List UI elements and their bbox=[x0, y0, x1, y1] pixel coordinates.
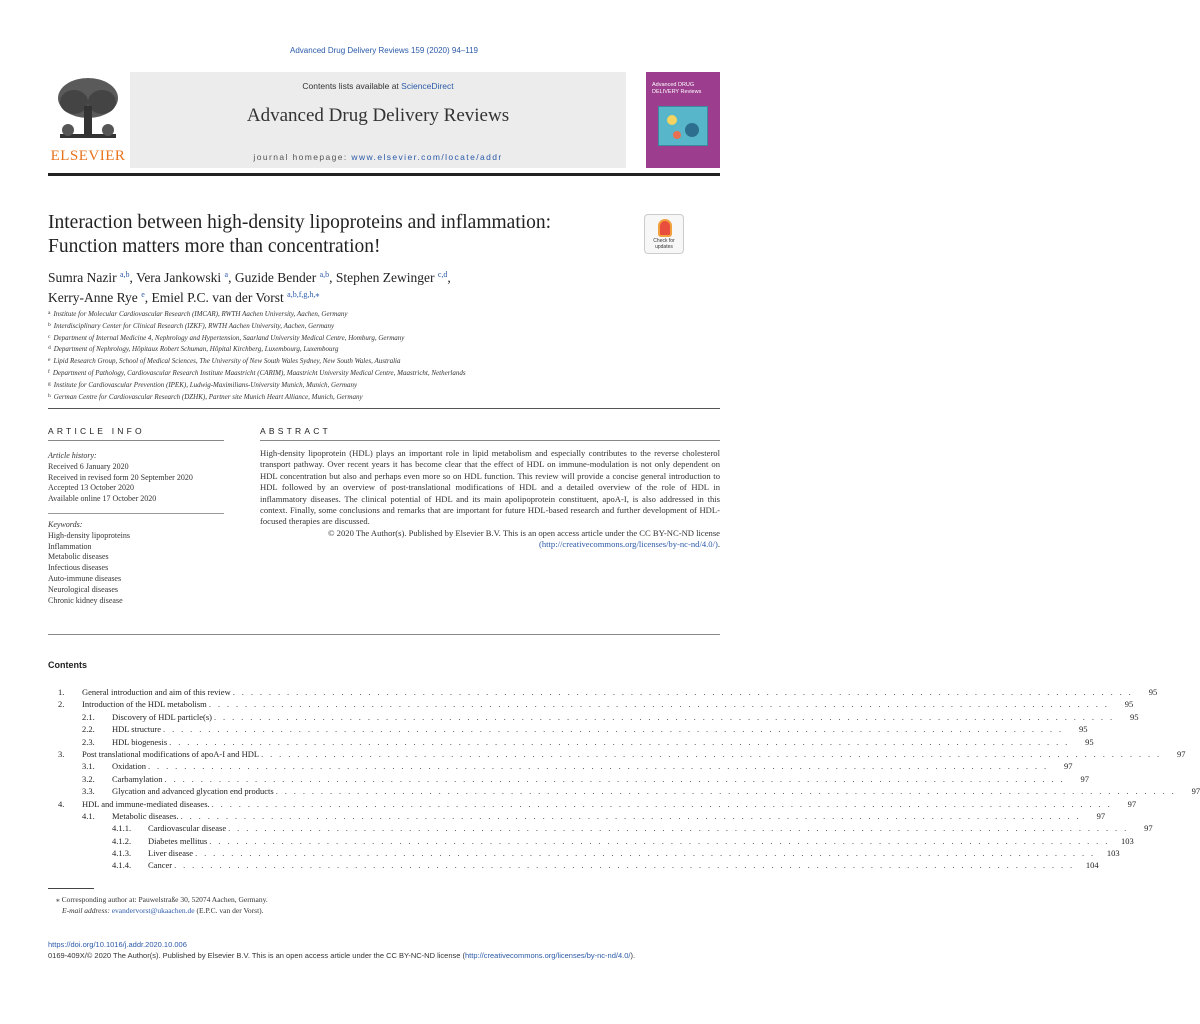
toc-number: 2. bbox=[58, 699, 65, 710]
elsevier-logo[interactable] bbox=[48, 72, 128, 168]
toc-label[interactable]: Cardiovascular disease bbox=[148, 823, 227, 834]
toc-label[interactable]: HDL biogenesis bbox=[112, 736, 168, 747]
toc-page-number: 97 bbox=[1177, 748, 1186, 759]
author-separator: , bbox=[144, 290, 152, 305]
toc-number: 4.1.4. bbox=[112, 860, 132, 871]
toc-label[interactable]: Cancer bbox=[148, 860, 173, 871]
toc-label[interactable]: Post translational modifications of apoA-I and HDL bbox=[82, 748, 260, 759]
toc-leader-dots: . . . . . . . . . . . . . . . . . . . . . . . . . . . . . . . . . . . . . . . . . . . . . . . . . . . . . . . . . . . . . . . . . . . . . . . . . . . . . . . . . . . . . . . . . . . . . . . . . . . . bbox=[163, 724, 1064, 735]
toc-page-number: 95 bbox=[1124, 699, 1134, 710]
email-suffix: (E.P.C. van der Vorst). bbox=[196, 906, 264, 915]
journal-cover-thumbnail[interactable] bbox=[646, 72, 720, 168]
toc-leader-dots: . . . . . . . . . . . . . . . . . . . . . . . . . . . . . . . . . . . . . . . . . . . . . . . . . . . . . . . . . . . . . . . . . . . . . . . . . . . . . . . . . . . . . . . . . . . . . . . . . . . . bbox=[208, 699, 1110, 710]
abstract-text: High-density lipoprotein (HDL) plays an important role in lipid metabolism and especially contributes to the reverse cholesterol transport pathway. Over recent years it has become clear that the effect of HDL on immune-modulation is not only dependent on HDL concentration but also and perhaps even more so on HDL function. This review will provide a concise general introduction to HDL followed by an overview of post-translational modifications of HDL and a detailed overview of the role of HDL in inflammatory diseases. The clinical potential of HDL and its main apolipoprotein constituent, apoA-I, is also addressed in this context. Finally, some conclusions and remarks that are important for future HDL-based research and further development of HDL-focused therapies are discussed. bbox=[260, 448, 720, 527]
author-name: Stephen Zewinger bbox=[335, 270, 435, 285]
toc-entry[interactable] bbox=[48, 798, 1137, 810]
toc-page-number: 97 bbox=[1144, 823, 1153, 834]
toc-label[interactable]: HDL and immune-mediated diseases. bbox=[82, 798, 210, 809]
toc-entry[interactable] bbox=[48, 711, 1139, 723]
toc-entry[interactable] bbox=[48, 760, 1073, 772]
toc-entry[interactable] bbox=[48, 859, 1099, 871]
title-line: Interaction between high-density lipoproteins and inflammation: bbox=[48, 212, 552, 233]
affiliation bbox=[48, 332, 720, 344]
abstract-license bbox=[260, 528, 720, 551]
doi-link[interactable]: https://doi.org/10.1016/j.addr.2020.10.006 bbox=[48, 940, 187, 949]
author-separator: , bbox=[228, 270, 235, 285]
cover-title: Advanced DRUG DELIVERY Reviews bbox=[652, 82, 702, 95]
toc-entry[interactable] bbox=[48, 822, 1153, 834]
toc-number: 2.1. bbox=[82, 711, 95, 722]
author-affiliation-marks[interactable]: a,b bbox=[119, 270, 130, 279]
toc-leader-dots: . . . . . . . . . . . . . . . . . . . . . . . . . . . . . . . . . . . . . . . . . . . . . . . . . . . . . . . . . . . . . . . . . . . . . . . . . . . . . . . . . . . . . . . . . . . . . . . . . . . . bbox=[180, 810, 1082, 821]
affiliation-text: Department of Pathology, Cardiovascular Research Institute Maastricht (CARIM), Maastricht University Medical Centre, Maastricht, Netherlands bbox=[52, 368, 466, 377]
rights-end: ). bbox=[630, 951, 636, 960]
toc-leader-dots: . . . . . . . . . . . . . . . . . . . . . . . . . . . . . . . . . . . . . . . . . . . . . . . . . . . . . . . . . . . . . . . . . . . . . . . . . . . . . . . . . . . . . . . . . . . . . . . . . . . . bbox=[148, 761, 1049, 772]
rights-text: 0169-409X/© 2020 The Author(s). Published by Elsevier B.V. This is an open access article under the CC BY-NC-ND license ( bbox=[48, 951, 465, 960]
affiliation bbox=[48, 320, 720, 332]
author-list bbox=[48, 266, 608, 306]
affiliation-text: Lipid Research Group, School of Medical Sciences, The University of New South Wales Sydney, New South Wales, Australia bbox=[53, 357, 401, 366]
toc-number: 3.1. bbox=[82, 761, 95, 772]
history-item: Accepted 13 October 2020 bbox=[48, 483, 134, 493]
toc-number: 4.1.3. bbox=[112, 848, 132, 859]
affiliation bbox=[48, 355, 720, 367]
toc-label[interactable]: Oxidation bbox=[112, 761, 146, 772]
email-note bbox=[56, 905, 716, 916]
footnote-rule bbox=[48, 888, 94, 889]
masthead-rule bbox=[48, 173, 720, 176]
affiliation-key: h bbox=[48, 392, 51, 399]
toc-leader-dots: . . . . . . . . . . . . . . . . . . . . . . . . . . . . . . . . . . . . . . . . . . . . . . . . . . . . . . . . . . . . . . . . . . . . . . . . . . . . . . . . . . . . . . . . . . . . . . . . . . . . bbox=[174, 860, 1075, 871]
footnotes bbox=[56, 894, 716, 916]
keyword: Metabolic diseases bbox=[48, 552, 109, 562]
toc-page-number: 97 bbox=[1191, 786, 1200, 797]
abstract bbox=[260, 448, 720, 551]
affiliation-key: a bbox=[48, 310, 51, 316]
toc-number: 3. bbox=[58, 748, 65, 759]
toc-entry[interactable] bbox=[48, 736, 1094, 748]
author[interactable] bbox=[336, 270, 451, 285]
toc-page-number: 97 bbox=[1096, 810, 1106, 821]
author-affiliation-marks[interactable]: a bbox=[224, 270, 229, 279]
author-affiliation-marks[interactable]: a,b,f,g,h,⁎ bbox=[287, 290, 320, 299]
toc-entry[interactable] bbox=[48, 835, 1134, 847]
affiliation-key: d bbox=[48, 345, 51, 352]
contents-divider bbox=[48, 634, 720, 635]
toc-page-number: 95 bbox=[1085, 736, 1094, 747]
toc-leader-dots: . . . . . . . . . . . . . . . . . . . . . . . . . . . . . . . . . . . . . . . . . . . . . . . . . . . . . . . . . . . . . . . . . . . . . . . . . . . . . . . . . . . . . . . . . . . . . . . . . . . . bbox=[209, 835, 1110, 846]
rights-license-link[interactable]: http://creativecommons.org/licenses/by-nc-nd/4.0/ bbox=[465, 951, 631, 960]
history-item: Received in revised form 20 September 2020 bbox=[48, 472, 193, 482]
affiliation-text: Interdisciplinary Center for Clinical Research (IZKF), RWTH Aachen University, Aachen, Germany bbox=[53, 321, 335, 330]
toc-leader-dots: . . . . . . . . . . . . . . . . . . . . . . . . . . . . . . . . . . . . . . . . . . . . . . . . . . . . . . . . . . . . . . . . . . . . . . . . . . . . . . . . . . . . . . . . . . . . . . . . . . . . bbox=[275, 786, 1177, 797]
affiliation-text: Institute for Cardiovascular Prevention (IPEK), Ludwig-Maximilians-University Munich, Munich, Germany bbox=[53, 380, 358, 389]
homepage-link[interactable]: www.elsevier.com/locate/addr bbox=[351, 152, 503, 162]
contents-availability bbox=[130, 81, 626, 91]
affiliation bbox=[48, 343, 720, 355]
footnote-marker: ⁎ bbox=[56, 895, 60, 904]
bookmark-icon bbox=[658, 219, 672, 237]
affiliation-key: c bbox=[48, 333, 51, 340]
history-label: Article history: bbox=[48, 451, 97, 460]
history-item: Available online 17 October 2020 bbox=[48, 494, 157, 504]
email-label: E-mail address: bbox=[62, 906, 110, 915]
article-title bbox=[48, 211, 608, 259]
toc-entry[interactable] bbox=[48, 810, 1106, 822]
toc-page-number: 97 bbox=[1063, 761, 1073, 772]
toc-leader-dots: . . . . . . . . . . . . . . . . . . . . . . . . . . . . . . . . . . . . . . . . . . . . . . . . . . . . . . . . . . . . . . . . . . . . . . . . . . . . . . . . . . . . . . . . . . . . . . . . . . . . bbox=[211, 798, 1113, 809]
keyword: Neurological diseases bbox=[48, 584, 118, 594]
affiliation bbox=[48, 391, 720, 403]
info-heading-rule bbox=[48, 440, 224, 441]
affiliation-list bbox=[48, 308, 720, 402]
cover-artwork bbox=[658, 106, 708, 146]
toc-leader-dots: . . . . . . . . . . . . . . . . . . . . . . . . . . . . . . . . . . . . . . . . . . . . . . . . . . . . . . . . . . . . . . . . . . . . . . . . . . . . . . . . . . . . . . . . . . . . . . . . . . . . bbox=[232, 687, 1134, 697]
author[interactable] bbox=[235, 270, 336, 285]
corresponding-text: Corresponding author at: Pauwelstraße 30, 52074 Aachen, Germany. bbox=[61, 895, 268, 904]
author-name: Sumra Nazir bbox=[48, 270, 117, 285]
keyword: Infectious diseases bbox=[48, 563, 109, 573]
author-separator: , bbox=[329, 270, 336, 285]
affiliation bbox=[48, 367, 720, 379]
article-info bbox=[48, 451, 224, 606]
title-line: Function matters more than concentration! bbox=[48, 236, 381, 257]
affiliation-text: German Centre for Cardiovascular Research (DZHK), Partner site Munich Heart Alliance, Munich, Germany bbox=[53, 392, 363, 401]
toc-leader-dots: . . . . . . . . . . . . . . . . . . . . . . . . . . . . . . . . . . . . . . . . . . . . . . . . . . . . . . . . . . . . . . . . . . . . . . . . . . . . . . . . . . . . . . . . . . . . . . . . . . . . bbox=[164, 773, 1065, 784]
author-affiliation-marks[interactable]: e bbox=[141, 290, 145, 299]
affiliation-key: b bbox=[48, 321, 51, 328]
toc-entry[interactable] bbox=[48, 698, 1134, 710]
affiliation-text: Department of Nephrology, Hôpitaux Robert Schuman, Hôpital Kirchberg, Luxembourg, Luxembourg bbox=[53, 345, 339, 354]
author-name: Vera Jankowski bbox=[136, 270, 222, 285]
toc-number: 4.1.1. bbox=[112, 823, 132, 834]
keyword: Inflammation bbox=[48, 541, 92, 551]
toc-leader-dots: . . . . . . . . . . . . . . . . . . . . . . . . . . . . . . . . . . . . . . . . . . . . . . . . . . . . . . . . . . . . . . . . . . . . . . . . . . . . . . . . . . . . . . . . . . . . . . . . . . . . bbox=[214, 711, 1115, 722]
toc-entry[interactable] bbox=[48, 723, 1088, 735]
badge-label: Check for updates bbox=[653, 238, 675, 250]
author-separator: , bbox=[447, 270, 451, 285]
elsevier-tree-icon bbox=[54, 76, 122, 142]
toc-page-number: 103 bbox=[1121, 835, 1134, 846]
author-name: Kerry-Anne Rye bbox=[48, 290, 138, 305]
toc-entry[interactable] bbox=[48, 785, 1200, 797]
keyword: Auto-immune diseases bbox=[48, 573, 122, 583]
table-of-contents bbox=[48, 686, 1200, 872]
affiliation bbox=[48, 308, 720, 320]
toc-page-number: 95 bbox=[1148, 687, 1158, 697]
affiliation-text: Department of Internal Medicine 4, Nephrology and Hypertension, Saarland University Medical Centre, Homburg, Germany bbox=[53, 333, 405, 342]
history-item: Received 6 January 2020 bbox=[48, 461, 129, 471]
contents-prefix: Contents lists available at bbox=[302, 81, 402, 91]
author-separator: , bbox=[129, 270, 137, 285]
affiliation-text: Institute for Molecular Cardiovascular Research (IMCAR), RWTH Aachen University, Aachen, Germany bbox=[53, 310, 348, 318]
journal-citation[interactable]: Advanced Drug Delivery Reviews 159 (2020) 94–119 bbox=[290, 46, 478, 55]
abstract-heading-rule bbox=[260, 440, 720, 441]
toc-page-number: 95 bbox=[1079, 724, 1088, 735]
toc-page-number: 97 bbox=[1080, 773, 1089, 784]
author[interactable] bbox=[48, 290, 152, 305]
toc-label[interactable]: Introduction of the HDL metabolism bbox=[82, 699, 207, 710]
info-divider bbox=[48, 513, 224, 514]
toc-label[interactable]: Metabolic diseases. bbox=[112, 810, 179, 821]
keywords-label: Keywords: bbox=[48, 519, 83, 529]
journal-homepage bbox=[130, 152, 626, 162]
cover-dot bbox=[667, 115, 677, 125]
toc-entry[interactable] bbox=[48, 773, 1089, 785]
toc-label[interactable]: General introduction and aim of this review bbox=[82, 687, 231, 697]
toc-label[interactable]: HDL structure bbox=[112, 724, 162, 735]
cover-dot bbox=[673, 131, 681, 139]
journal-masthead bbox=[48, 72, 720, 168]
toc-number: 3.3. bbox=[82, 786, 95, 797]
toc-number: 4.1.2. bbox=[112, 835, 132, 846]
masthead-banner bbox=[130, 72, 626, 168]
toc-label[interactable]: Liver disease bbox=[148, 848, 194, 859]
toc-label[interactable]: Discovery of HDL particle(s) bbox=[112, 711, 212, 722]
homepage-prefix: journal homepage: bbox=[253, 152, 352, 162]
toc-page-number: 95 bbox=[1129, 711, 1139, 722]
affiliation bbox=[48, 379, 720, 391]
toc-leader-dots: . . . . . . . . . . . . . . . . . . . . . . . . . . . . . . . . . . . . . . . . . . . . . . . . . . . . . . . . . . . . . . . . . . . . . . . . . . . . . . . . . . . . . . . . . . . . . . . . . . . . bbox=[195, 848, 1096, 859]
corresponding-author-note bbox=[56, 894, 716, 905]
toc-page-number: 104 bbox=[1085, 860, 1099, 871]
abstract-heading: ABSTRACT bbox=[260, 426, 331, 436]
license-text: © 2020 The Author(s). Published by Elsevier B.V. This is an open access article under the CC BY-NC-ND license bbox=[328, 527, 720, 538]
author[interactable] bbox=[152, 290, 320, 305]
sciencedirect-link[interactable]: ScienceDirect bbox=[401, 81, 454, 91]
keyword: High-density lipoproteins bbox=[48, 530, 130, 540]
affiliation-key: f bbox=[48, 368, 50, 375]
keyword: Chronic kidney disease bbox=[48, 595, 123, 605]
toc-label[interactable]: Carbamylation bbox=[112, 773, 163, 784]
license-end: . bbox=[717, 539, 720, 550]
toc-label[interactable]: Diabetes mellitus bbox=[148, 835, 208, 846]
author-name: Guzide Bender bbox=[234, 270, 317, 285]
toc-number: 2.2. bbox=[82, 724, 95, 735]
email-link[interactable]: evandervorst@ukaachen.de bbox=[111, 906, 195, 915]
toc-number: 4.1. bbox=[82, 810, 95, 821]
toc-entry[interactable] bbox=[48, 847, 1120, 859]
toc-page-number: 103 bbox=[1106, 848, 1120, 859]
section-divider bbox=[48, 408, 720, 409]
author[interactable] bbox=[136, 270, 235, 285]
toc-leader-dots: . . . . . . . . . . . . . . . . . . . . . . . . . . . . . . . . . . . . . . . . . . . . . . . . . . . . . . . . . . . . . . . . . . . . . . . . . . . . . . . . . . . . . . . . . . . . . . . . . . . . bbox=[169, 736, 1070, 747]
toc-leader-dots: . . . . . . . . . . . . . . . . . . . . . . . . . . . . . . . . . . . . . . . . . . . . . . . . . . . . . . . . . . . . . . . . . . . . . . . . . . . . . . . . . . . . . . . . . . . . . . . . . . . . bbox=[261, 748, 1162, 759]
affiliation-key: e bbox=[48, 357, 51, 364]
author[interactable] bbox=[48, 270, 136, 285]
contents-heading: Contents bbox=[48, 660, 87, 670]
affiliation-key: g bbox=[48, 380, 51, 387]
toc-number: 4. bbox=[58, 798, 65, 809]
author-affiliation-marks[interactable]: c,d bbox=[437, 270, 448, 279]
toc-page-number: 97 bbox=[1127, 798, 1137, 809]
toc-entry[interactable] bbox=[48, 748, 1186, 760]
toc-number: 1. bbox=[58, 687, 65, 697]
publisher-name: ELSEVIER bbox=[50, 148, 126, 164]
check-for-updates-badge[interactable] bbox=[644, 214, 684, 254]
author-affiliation-marks[interactable]: a,b bbox=[319, 270, 330, 279]
rights-statement bbox=[48, 951, 728, 960]
cover-dot bbox=[685, 123, 699, 137]
license-link[interactable]: (http://creativecommons.org/licenses/by-nc-nd/4.0/) bbox=[539, 539, 718, 550]
author-name: Emiel P.C. van der Vorst bbox=[151, 290, 284, 305]
article-info-heading: ARTICLE INFO bbox=[48, 426, 145, 436]
toc-number: 2.3. bbox=[82, 736, 95, 747]
toc-leader-dots: . . . . . . . . . . . . . . . . . . . . . . . . . . . . . . . . . . . . . . . . . . . . . . . . . . . . . . . . . . . . . . . . . . . . . . . . . . . . . . . . . . . . . . . . . . . . . . . . . . . . bbox=[228, 823, 1129, 834]
toc-entry[interactable] bbox=[48, 686, 1158, 698]
journal-name: Advanced Drug Delivery Reviews bbox=[246, 105, 510, 126]
toc-number: 3.2. bbox=[82, 773, 95, 784]
toc-label[interactable]: Glycation and advanced glycation end products bbox=[112, 786, 274, 797]
